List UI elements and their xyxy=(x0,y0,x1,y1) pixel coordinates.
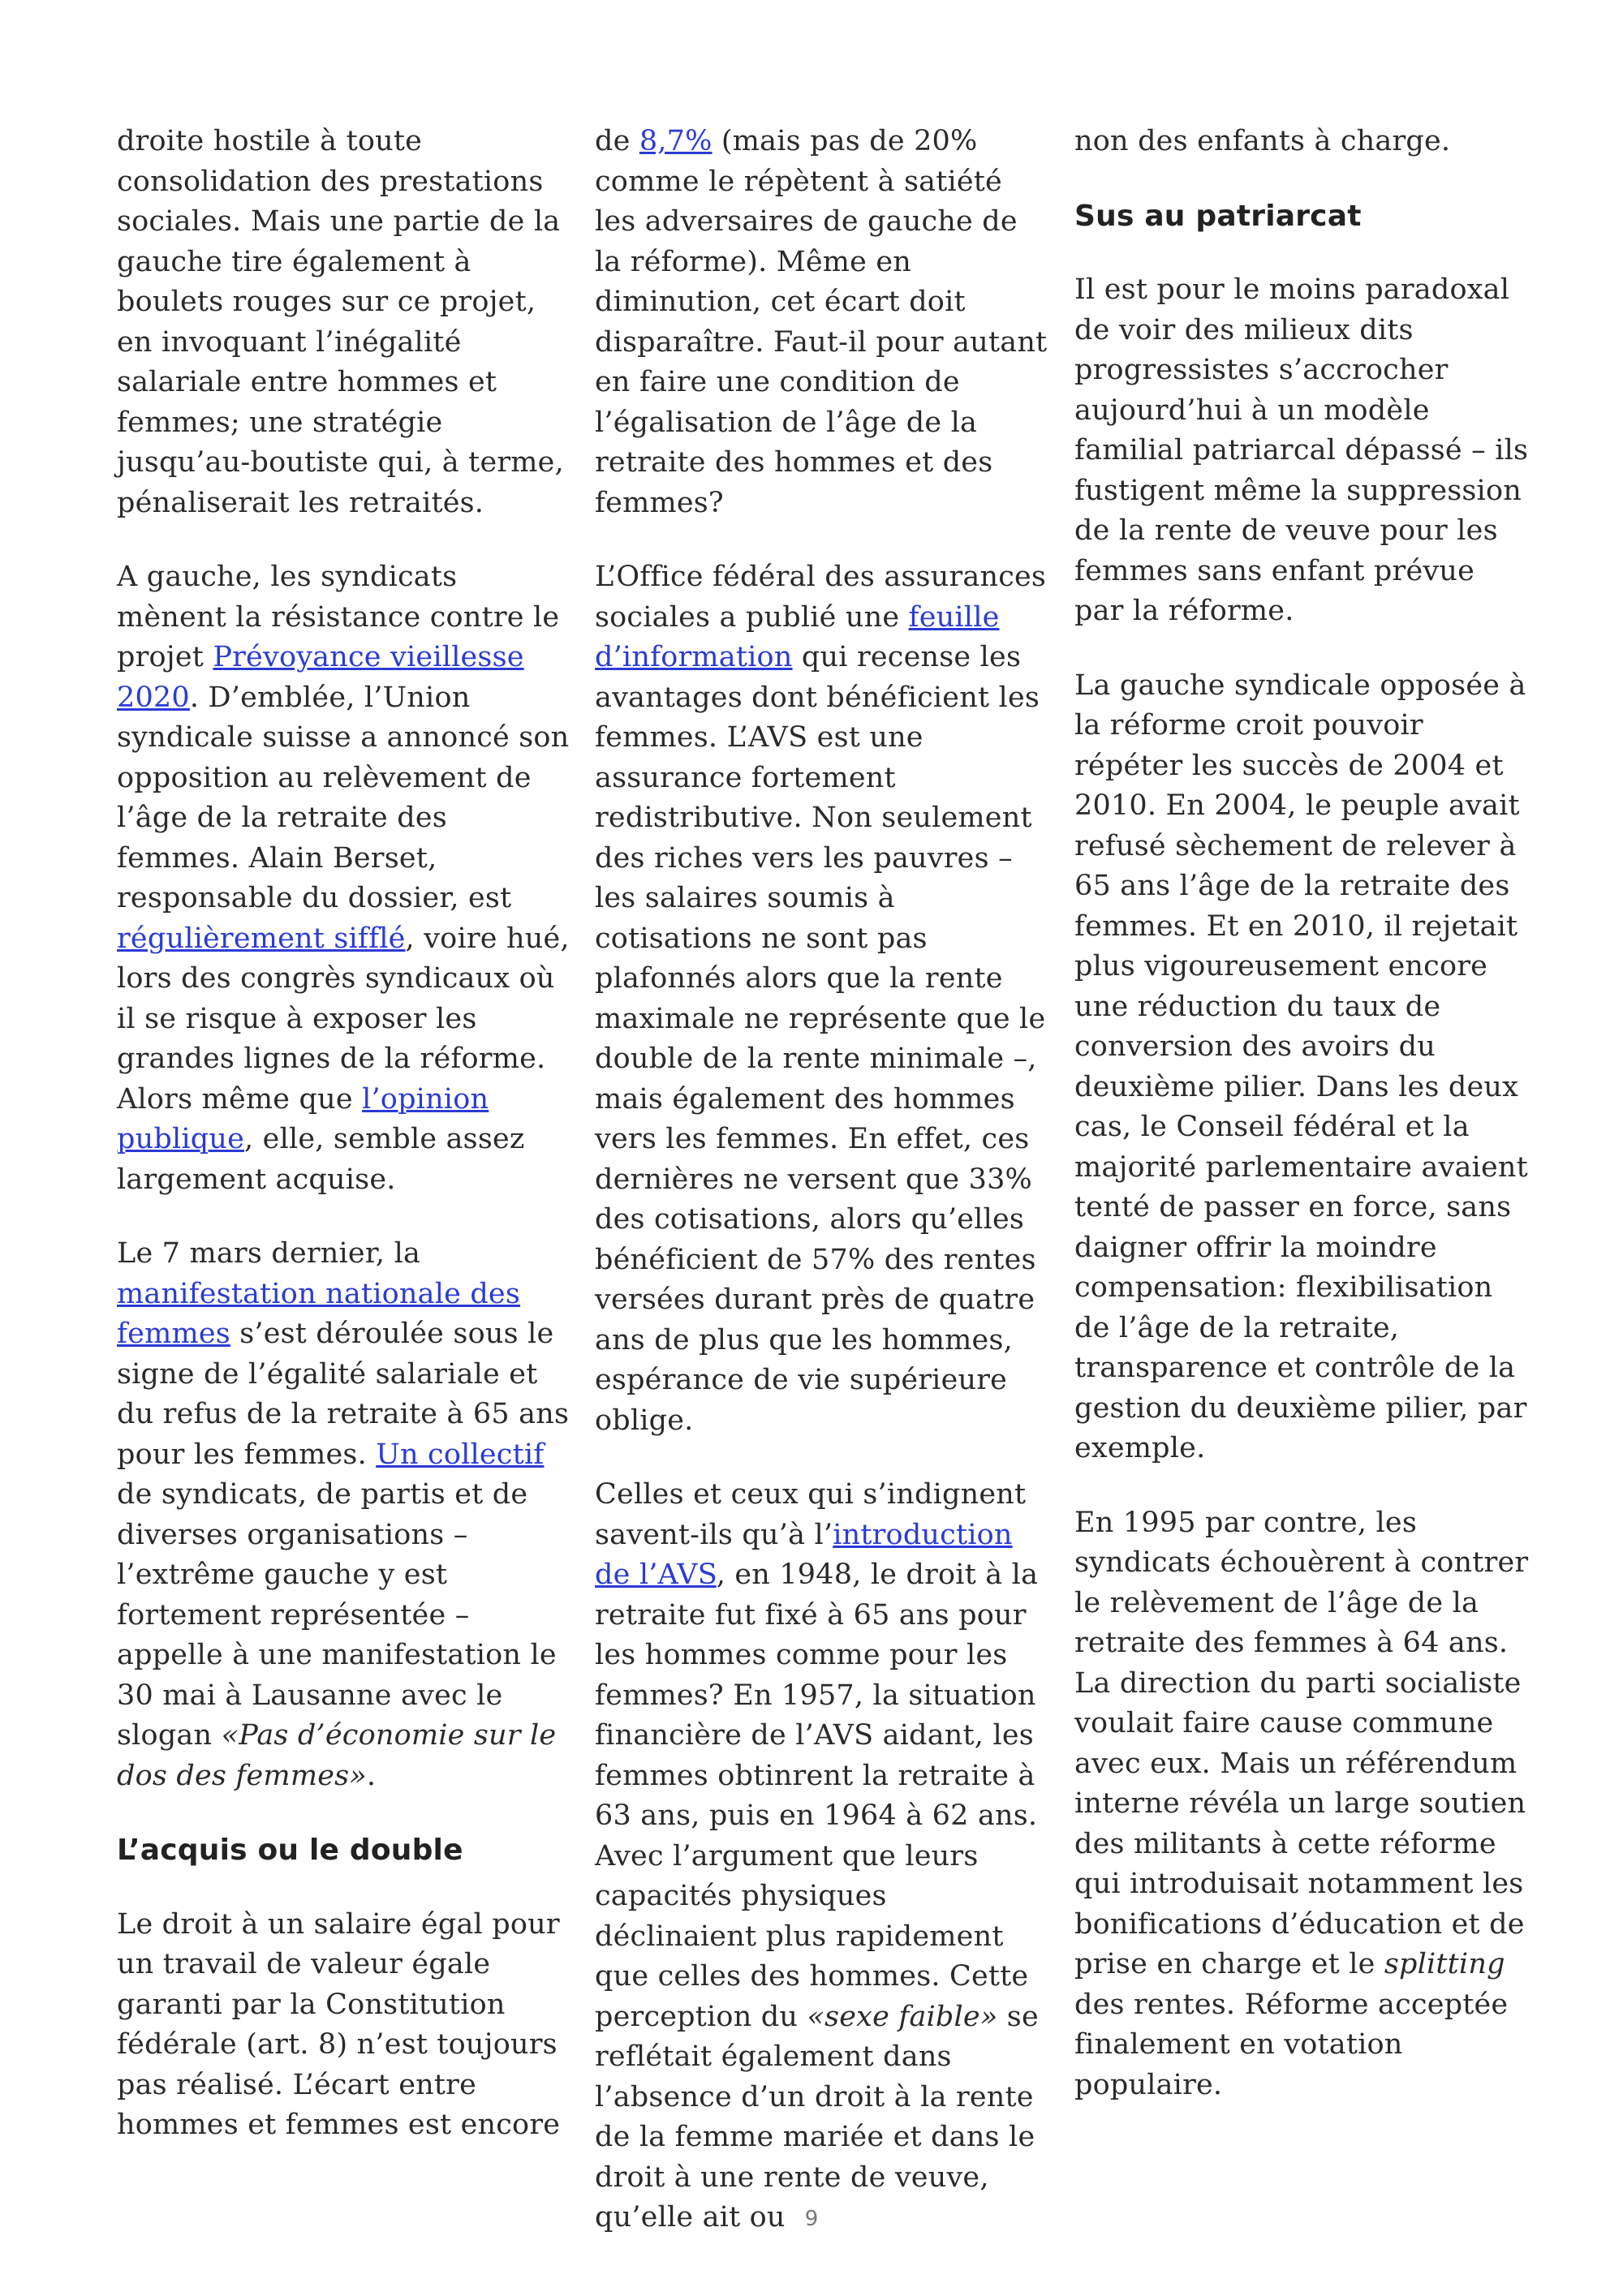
column-3 xyxy=(1074,122,1529,2139)
paragraph: La gauche syndicale opposée à la réforme croit pouvoir répéter les succès de 2004 et 2010. En 2004, le peuple avait refusé sèchement de relever à 65 ans l’âge de la retraite des femmes. Et en 2010, il rejetait plus vigoureusement encore une réduction du taux de conversion des avoirs du deuxième pilier. Dans les deux cas, le Conseil fédéral et la majorité parlementaire avaient tenté de passer en force, sans daigner offrir la moindre compensation: flexibilisation de l’âge de la retraite, transparence et contrôle de la gestion du deuxième pilier, par exemple. xyxy=(1074,669,1528,1464)
paragraph: Il est pour le moins paradoxal de voir des milieux dits progressistes s’accrocher aujourd’hui à un modèle familial patriarcal dépassé – ils fustigent même la suppression de la rente de veuve pour les femmes sans enfant prévue par la réforme. xyxy=(1074,273,1529,627)
paragraph: non des enfants à charge. xyxy=(1074,125,1451,157)
section-heading: L’acquis ou le double xyxy=(117,1834,463,1867)
column-1 xyxy=(117,122,571,2180)
paragraph: Celles et ceux qui s’indignent savent-ils qu’à l’introduction de l’AVS, en 1948, le droit à la retraite fut fixé à 65 ans pour les hommes comme pour les femmes? En 1957, la situation financière de l’AVS aidant, les femmes obtinrent la retraite à 63 ans, puis en 1964 à 62 ans. Avec l’argument que leurs capacités physiques déclinaient plus rapidement que celles des hommes. Cette perception du «sexe faible» se reflétait également dans l’absence d’un droit à la rente de la femme mariée et dans le droit à une rente de veuve, qu’elle ait ou xyxy=(595,1478,1039,2234)
paragraph: droite hostile à toute consolidation des prestations sociales. Mais une partie de la gauche tire également à boulets rouges sur ce projet, en invoquant l’inégalité salariale entre hommes et femmes; une stratégie jusqu’au-boutiste qui, à terme, pénaliserait les retraités. xyxy=(117,125,564,519)
paragraph: A gauche, les syndicats mènent la résistance contre le projet Prévoyance vieillesse 2020. D’emblée, l’Union syndicale suisse a annoncé son opposition au relèvement de l’âge de la retraite des femmes. Alain Berset, responsable du dossier, est régulièrement sifflé, voire hué, lors des congrès syndicaux où il se risque à exposer les grandes lignes de la réforme. Alors même que l’opinion publique, elle, semble assez largement acquise. xyxy=(117,561,570,1196)
link-feuille-information[interactable]: feuille d’information xyxy=(595,600,1000,673)
paragraph: En 1995 par contre, les syndicats échouèrent à contrer le relèvement de l’âge de la retraite des femmes à 64 ans. La direction du parti socialiste voulait faire cause commune avec eux. Mais un référendum interne révéla un large soutien des militants à cette réforme qui introduisait notamment les bonifications d’éducation et de prise en charge et le splitting des rentes. Réforme acceptée finalement en votation populaire. xyxy=(1074,1506,1529,2101)
page-number: 9 xyxy=(804,2207,819,2231)
paragraph: Le droit à un salaire égal pour un travail de valeur égale garanti par la Constitution fédérale (art. 8) n’est toujours pas réalisé. L’écart entre hommes et femmes est encore xyxy=(117,1907,561,2141)
paragraph: L’Office fédéral des assurances sociales a publié une feuille d’information qui recense les avantages dont bénéficient les femmes. L’AVS est une assurance fortement redistributive. Non seulement des riches vers les pauvres – les salaires soumis à cotisations ne sont pas plafonnés alors que la rente maximale ne représente que le double de la rente minimale –, mais également des hommes vers les femmes. En effet, ces dernières ne versent que 33% des cotisations, alors qu’elles bénéficient de 57% des rentes versées durant près de quatre ans de plus que les hommes, espérance de vie supérieure oblige. xyxy=(595,561,1047,1437)
link-8-7-percent[interactable]: 8,7% xyxy=(639,125,712,157)
section-heading: Sus au patriarcat xyxy=(1074,199,1362,233)
link-opinion-publique[interactable]: l’opinion publique xyxy=(117,1082,489,1155)
column-2 xyxy=(595,122,1049,2272)
link-regulierement-siffle[interactable]: régulièrement sifflé xyxy=(117,922,406,955)
link-un-collectif[interactable]: Un collectif xyxy=(376,1438,545,1471)
paragraph: de 8,7% (mais pas de 20% comme le répètent à satiété les adversaires de gauche de la réforme). Même en diminution, cet écart doit disparaître. Faut-il pour autant en faire une condition de l’égalisation de l’âge de la retraite des hommes et des femmes? xyxy=(595,125,1048,519)
link-prevoyance-vieillesse-2020[interactable]: Prévoyance vieillesse 2020 xyxy=(117,641,524,714)
link-manifestation-nationale[interactable]: manifestation nationale des femmes xyxy=(117,1277,521,1350)
link-introduction-avs[interactable]: introduction de l’AVS xyxy=(595,1518,1013,1591)
paragraph: Le 7 mars dernier, la manifestation nationale des femmes s’est déroulée sous le signe de l’égalité salariale et du refus de la retraite à 65 ans pour les femmes. Un collectif de syndicats, de partis et de diverses organisations – l’extrême gauche y est fortement représentée – appelle à une manifestation le 30 mai à Lausanne avec le slogan «Pas d’économie sur le dos des femmes». xyxy=(117,1237,570,1792)
